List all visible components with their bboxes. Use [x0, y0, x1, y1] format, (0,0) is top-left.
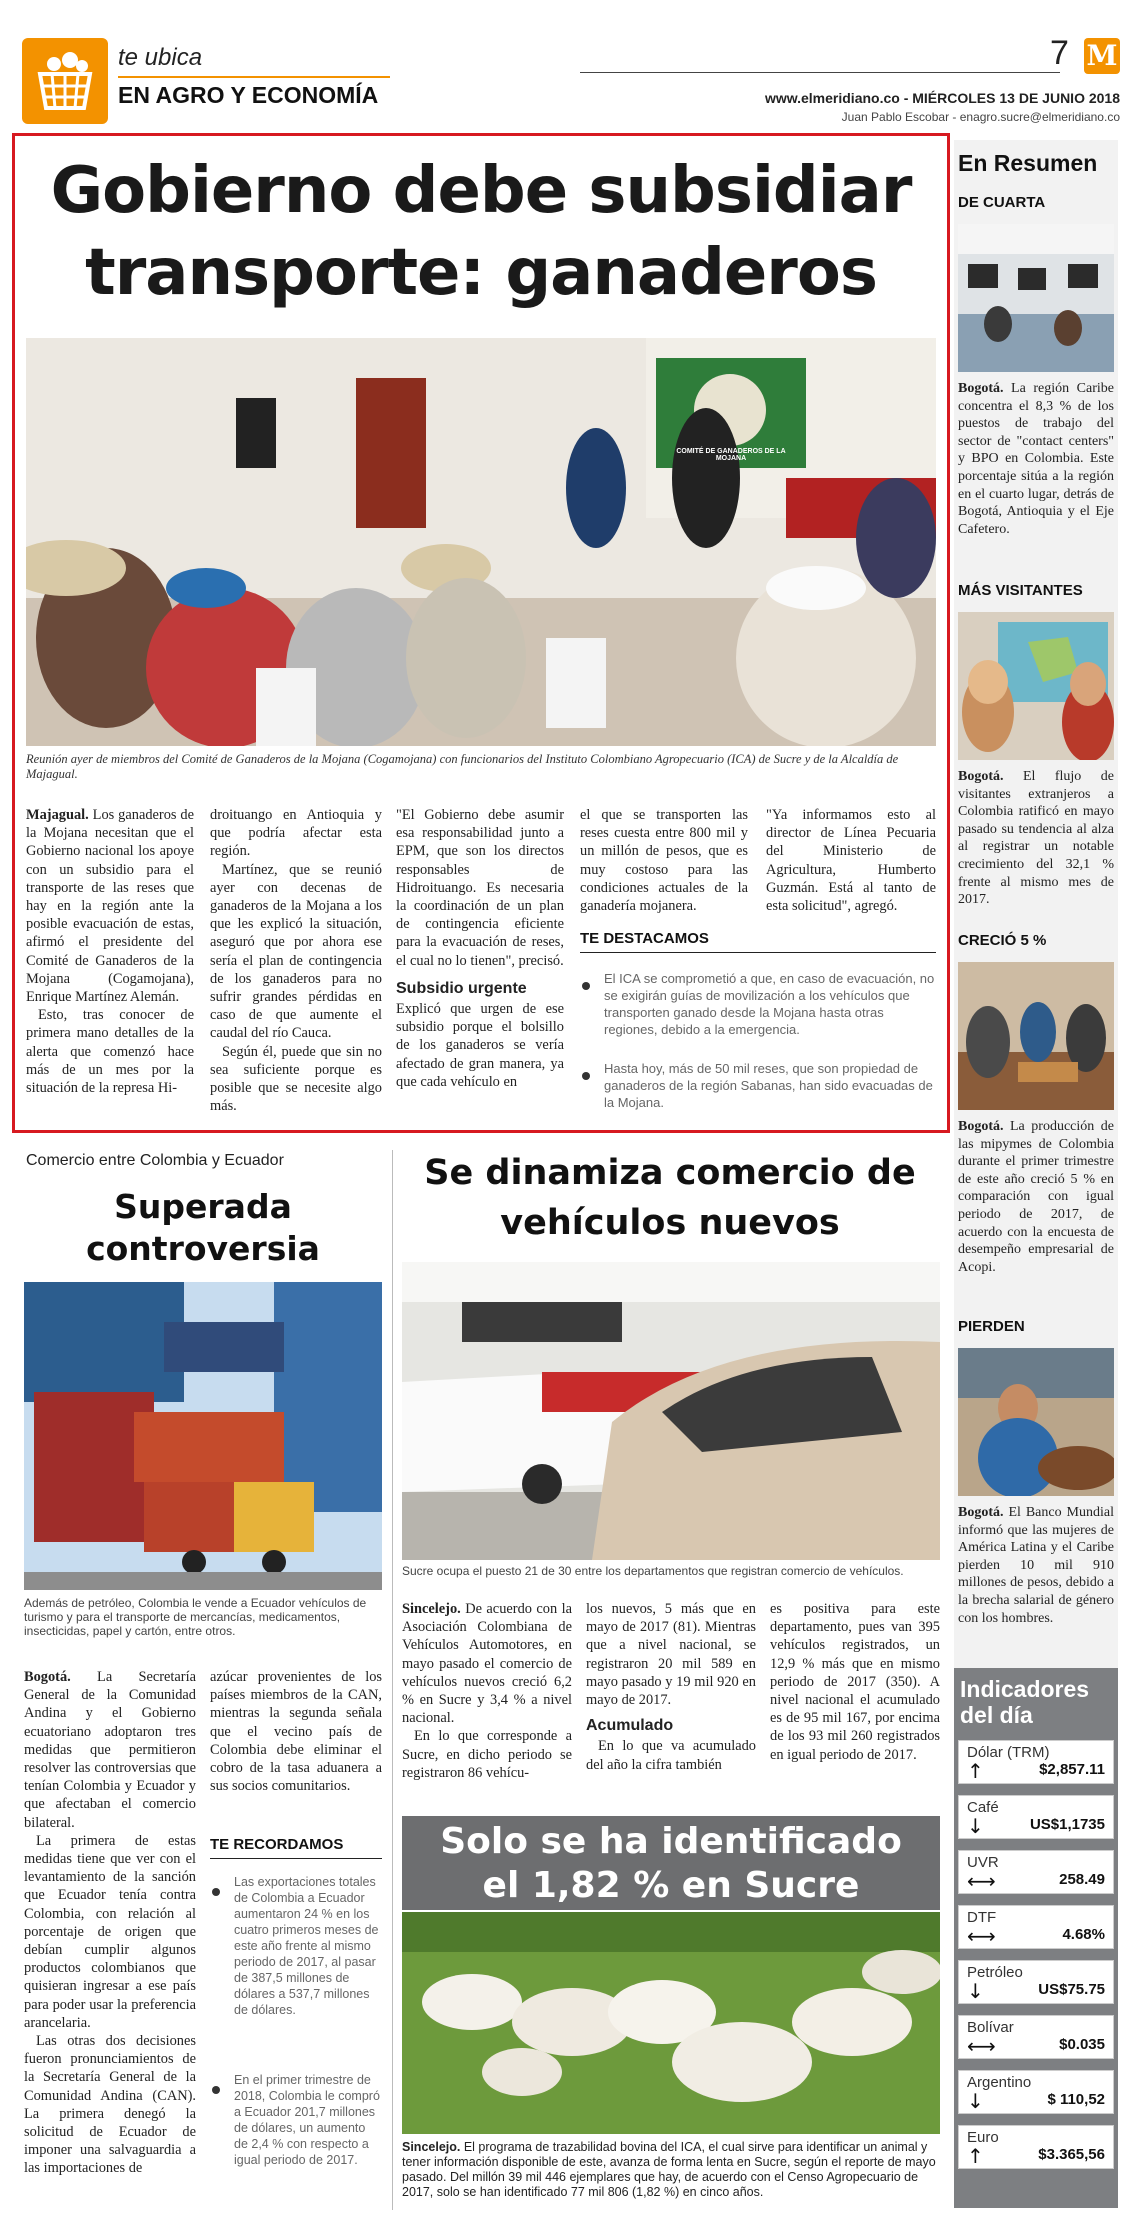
- indicator-name: Argentino: [967, 2074, 1032, 2091]
- lead-photo-banner: COMITÉ DE GANADEROS DE LA MOJANA: [676, 448, 786, 462]
- indicator-value: $0.035: [1059, 2036, 1105, 2053]
- lead-col2-p3: Según él, puede que sin no sea suficiente porque es posible que se necesite algo más.: [210, 1043, 382, 1115]
- vehicles-dateline: Sincelejo.: [402, 1601, 461, 1617]
- highlights-box-title: TE DESTACAMOS: [580, 930, 709, 947]
- indicator-name: Café: [967, 1799, 999, 1816]
- indicators-title: [960, 1676, 1089, 1728]
- bullet-icon: [212, 2086, 220, 2094]
- section-logo: [22, 38, 108, 124]
- bullet-icon: [582, 982, 590, 990]
- sidebar-item-dateline: Bogotá.: [958, 1119, 1004, 1134]
- lead-subhead: Subsidio urgente: [396, 979, 527, 997]
- lead-col-3: [396, 806, 564, 1091]
- indicator-bolivar: [958, 2015, 1114, 2059]
- highlight-item: Hasta hoy, más de 50 mil reses, que son propiedad de ganaderos de la región Sabanas, han sido evacuadas de la Mojana.: [604, 1061, 933, 1110]
- lead-dateline: Majagual.: [26, 807, 89, 823]
- ecuador-headline-line1: Superada: [114, 1187, 292, 1226]
- indicator-euro: [958, 2125, 1114, 2169]
- sidebar-title: En Resumen: [958, 150, 1098, 176]
- lead-headline-line2: transporte: ganaderos: [85, 236, 877, 310]
- indicator-value: US$1,1735: [1029, 1816, 1105, 1833]
- cattle-headline-line1: Solo se ha identificado: [440, 1821, 902, 1862]
- byline: Juan Pablo Escobar - enagro.sucre@elmeridiano.co: [841, 110, 1120, 124]
- sidebar-item-text: [958, 1118, 1114, 1276]
- ecuador-dateline: Bogotá.: [24, 1669, 71, 1685]
- logo-letter: M: [1086, 39, 1118, 72]
- indicator-dtf: [958, 1905, 1114, 1949]
- lead-col5-p1: "Ya informamos esto al director de Línea Pecuaria del Ministerio de Agricultura, Humberto Guzmán. Está al tanto de esta solicitud", agregó.: [766, 807, 936, 915]
- ecuador-col1-p2: La primera de estas medidas tiene que ver con el levantamiento de la sanción que Ecuador tenía contra Colombia, con relación al porcentaje de origen que debían cumplir algunos productos colombianos que quisieran ingresar a ese país para poder usar la preferencia arancelaria.: [24, 1832, 196, 2031]
- reminder-item: En el primer trimestre de 2018, Colombia le compró a Ecuador 201,7 millones de dólares, un aumento de 2,4 % con respecto a igual periodo de 2017.: [234, 2073, 380, 2167]
- ecuador-headline: [22, 1186, 384, 1270]
- ecuador-kicker: Comercio entre Colombia y Ecuador: [26, 1152, 284, 1169]
- highlight-item: El ICA se comprometió a que, en caso de evacuación, no se exigirán guías de movilización a los vehículos que transporten ganado desde la Mojana hasta otras regiones, debido a la emergencia.: [604, 971, 935, 1037]
- sidebar-item-body: La región Caribe concentra el 8,3 % de los puestos de trabajo del sector de "contact centers" y BPO en Colombia. Este porcentaje sitúa a la región en el cuarto lugar, detrás de Bogotá, Antioquia y el Eje Cafetero.: [958, 381, 1114, 537]
- indicators-title-line2: del día: [960, 1702, 1033, 1728]
- lead-col4-p1: el que se transporten las reses cuesta entre 800 mil y un millón de pesos, que es muy costoso para las condiciones actuales de la ganadería mojanera.: [580, 807, 748, 915]
- sidebar-item-heading: MÁS VISITANTES: [958, 582, 1083, 599]
- sidebar-item-heading: DE CUARTA: [958, 194, 1046, 211]
- indicator-value: 258.49: [1059, 1871, 1105, 1888]
- arrow-both-icon: ⟷: [967, 2034, 996, 2058]
- vehicles-photo-caption: Sucre ocupa el puesto 21 de 30 entre los departamentos que registran comercio de vehículos.: [402, 1564, 904, 1578]
- column-divider: [392, 1150, 393, 2210]
- cattle-caption: [402, 2140, 940, 2200]
- indicator-name: DTF: [967, 1909, 997, 1926]
- sidebar-item-text: [958, 380, 1114, 538]
- reminders-box-title: TE RECORDAMOS: [210, 1836, 344, 1853]
- indicator-petroleo: [958, 1960, 1114, 2004]
- vehicles-col3-p1: es positiva para este departamento, pues van 395 vehículos registrados, un 12,9 % más que en mismo periodo de 2017 (350). A nivel nacional el acumulado es de 95 mil 167, por encima de los 93 mil 260 registrados en igual periodo de 2017.: [770, 1601, 940, 1763]
- sidebar-item-body: El Banco Mundial informó que las mujeres de América Latina y el Caribe pierden 10 mil 910 millones de pesos, debido a la brecha salarial de género con los hombres.: [958, 1505, 1114, 1626]
- lead-headline-line1: Gobierno debe subsidiar: [50, 154, 912, 228]
- vehicles-photo: [402, 1262, 940, 1560]
- sidebar-photo-mipymes: [958, 962, 1114, 1110]
- indicator-cafe: [958, 1795, 1114, 1839]
- sidebar-item-text: [958, 768, 1114, 909]
- cattle-caption-text: El programa de trazabilidad bovina del ICA, el cual sirve para identificar un animal y tener información disponible de este, avanza de forma lenta en Sucre, según el reporte de mayo pasado. Del millón 39 mil 446 ejemplares que hay, de acuerdo con el Censo Agropecuario de 2017, solo se han identificado 77 mil 806 (1,82 %) en cinco años.: [402, 2140, 936, 2199]
- indicator-value: $3.365,56: [1038, 2146, 1105, 2163]
- sidebar-item-dateline: Bogotá.: [958, 381, 1004, 396]
- ecuador-photo-caption: Además de petróleo, Colombia le vende a Ecuador vehículos de turismo y para el transporte de mercancías, medicamentos, insecticidas, papel y cartón, entre otros.: [24, 1596, 367, 1638]
- vehicles-col-2: [586, 1600, 756, 1774]
- indicator-name: Petróleo: [967, 1964, 1023, 1981]
- bullet-icon: [212, 1888, 220, 1896]
- arrow-both-icon: ⟷: [967, 1869, 996, 1893]
- section-kicker-rule: [118, 76, 390, 78]
- bullet-icon: [582, 1072, 590, 1080]
- section-kicker: te ubica: [118, 44, 203, 71]
- indicator-value: $2,857.11: [1039, 1761, 1105, 1778]
- header-rule: [580, 72, 1060, 73]
- sidebar-item-dateline: Bogotá.: [958, 769, 1004, 784]
- indicator-name: Euro: [967, 2129, 999, 2146]
- vehicles-col2-p2: En lo que va acumulado del año la cifra también: [586, 1738, 756, 1773]
- vehicles-headline: [400, 1148, 940, 1248]
- vehicles-subhead: Acumulado: [586, 1717, 674, 1735]
- sidebar-item-heading: PIERDEN: [958, 1318, 1025, 1335]
- sidebar-photo-visitors: [958, 612, 1114, 760]
- arrow-down-icon: ↓: [967, 2089, 984, 2113]
- ecuador-col-2: [210, 1668, 382, 1795]
- reminder-item: Las exportaciones totales de Colombia a Ecuador aumentaron 24 % en los cuatro primeros meses de este año frente al mismo periodo de 2017, al pasar de 387,5 millones de dólares a 537,7 millones de dólares.: [234, 1875, 379, 2017]
- cattle-headline-line2: el 1,82 % en Sucre: [482, 1865, 860, 1906]
- lead-photo: [26, 338, 936, 746]
- lead-headline: [26, 150, 936, 314]
- vehicles-col1-p2: En lo que corresponde a Sucre, en dicho periodo se registraron 86 vehícu-: [402, 1728, 572, 1781]
- sidebar-item-text: [958, 1504, 1114, 1627]
- cattle-dateline: Sincelejo.: [402, 2140, 461, 2154]
- indicator-name: Bolívar: [967, 2019, 1014, 2036]
- sidebar-photo-women: [958, 1348, 1114, 1496]
- site-date: www.elmeridiano.co - MIÉRCOLES 13 DE JUNIO 2018: [764, 90, 1120, 106]
- indicator-value: 4.68%: [1062, 1926, 1105, 1943]
- ecuador-photo: [24, 1282, 382, 1590]
- sidebar-item-body: La producción de las mipymes de Colombia durante el primer trimestre de este año creció 5 % en comparación con igual periodo de 2017, de acuerdo con la encuesta de desempeño empresarial de Acopi.: [958, 1119, 1114, 1275]
- arrow-up-icon: ↑: [967, 1759, 984, 1783]
- vehicles-col1-p1: De acuerdo con la Asociación Colombiana de Vehículos Automotores, en mayo pasado el comercio de vehículos nuevos creció 6,2 % en Sucre y 3,4 % a nivel nacional.: [402, 1601, 572, 1727]
- ecuador-headline-line2: controversia: [86, 1229, 320, 1268]
- lead-col3-p2: Explicó que urgen de ese subsidio porque el bolsillo de los ganaderos se vería afectado de gran manera, ya que cada vehículo en: [396, 1001, 564, 1090]
- lead-col1-p2: Esto, tras conocer de primera mano detalles de la alerta que comenzó hace más de un mes por la situación de la represa Hi-: [26, 1007, 194, 1097]
- indicator-name: Dólar (TRM): [967, 1744, 1050, 1761]
- indicator-value: $ 110,52: [1047, 2091, 1105, 2108]
- indicator-argentino: [958, 2070, 1114, 2114]
- lead-col1-p1: Los ganaderos de la Mojana necesitan que el Gobierno nacional los apoye con un subsidio para el transporte de las reses que hay en la región ante la posible evacuación de estas, afirmó el presidente del Comité de Ganaderos de la Mojana (Cogamojana), Enrique Martínez Alemán.: [26, 807, 194, 1006]
- lead-col-4: [580, 806, 748, 915]
- lead-col2-p1: droituango en Antioquia y que podría afectar esta región.: [210, 807, 382, 860]
- basket-icon: [22, 38, 108, 124]
- ecuador-col-1: [24, 1668, 196, 2178]
- lead-col3-p1: "El Gobierno debe asumir esa responsabilidad junto a EPM, que son los directos responsables de Hidroituango. Es necesaria la coordinación de un plan de contingencia eficiente para la evacuación de reses, el cual no lo tienen", precisó.: [396, 807, 564, 969]
- arrow-up-icon: ↑: [967, 2144, 984, 2168]
- page-number: 7: [1050, 34, 1069, 72]
- cattle-headline: [402, 1820, 940, 1908]
- indicator-value: US$75.75: [1038, 1981, 1105, 1998]
- sidebar-item-heading: CRECIÓ 5 %: [958, 932, 1047, 949]
- vehicles-headline-line1: Se dinamiza comercio de: [424, 1153, 916, 1193]
- vehicles-col2-p1: los nuevos, 5 más que en mayo de 2017 (81). Mientras que a nivel nacional, se registraron 20 mil 589 en mayo pasado y 19 mil 920 en mayo de 2017.: [586, 1601, 756, 1709]
- indicator-dolar: [958, 1740, 1114, 1784]
- sidebar-item-dateline: Bogotá.: [958, 1505, 1004, 1520]
- vehicles-col-1: [402, 1600, 572, 1782]
- indicator-name: UVR: [967, 1854, 999, 1871]
- highlights-box-rule: [580, 952, 936, 953]
- lead-col-1: [26, 806, 194, 1097]
- cattle-photo: [402, 1912, 940, 2134]
- section-title: EN AGRO Y ECONOMÍA: [118, 82, 379, 108]
- indicator-uvr: [958, 1850, 1114, 1894]
- reminders-box-rule: [210, 1858, 382, 1859]
- vehicles-headline-line2: vehículos nuevos: [500, 1203, 840, 1243]
- ecuador-col1-p3: Las otras dos decisiones fueron pronunciamientos de la Secretaría General de la Comunidad Andina (CAN). La primera denegó la solicitud de Ecuador de imponer una salvaguardia a las importaciones de: [24, 2033, 196, 2177]
- sidebar-photo-callcenter: [958, 224, 1114, 372]
- vehicles-col-3: [770, 1600, 940, 1764]
- arrow-down-icon: ↓: [967, 1979, 984, 2003]
- arrow-down-icon: ↓: [967, 1814, 984, 1838]
- newspaper-logo: [1084, 38, 1120, 74]
- lead-photo-caption: Reunión ayer de miembros del Comité de Ganaderos de la Mojana (Cogamojana) con funcionarios del Instituto Colombiano Agropecuario (ICA) de Sucre y de la Alcaldía de Majagual.: [26, 752, 899, 781]
- indicators-title-line1: Indicadores: [960, 1676, 1090, 1702]
- lead-col-2: [210, 806, 382, 1115]
- lead-col-5: [766, 806, 936, 915]
- lead-col2-p2: Martínez, que se reunió ayer con decenas de ganaderos de la Mojana a los que les explicó la situación, aseguró que por ahora ese sería el plan de contingencia de los ganaderos para no sufrir grandes pérdidas en caso de que aumente el caudal del río Cauca.: [210, 861, 382, 1042]
- sidebar-item-body: El flujo de visitantes extranjeros a Colombia ratificó en mayo pasado su tendencia al alza al registrar un notable crecimiento del 32,1 % frente al mismo mes de 2017.: [958, 769, 1114, 908]
- ecuador-col1-p1: La Secretaría General de la Comunidad Andina y el Gobierno ecuatoriano adoptaron tres medidas que permitieron resolver las controversias que tenían Colombia y Ecuador y que afectaban el comercio bilateral.: [24, 1669, 196, 1831]
- ecuador-col2-p1: azúcar provenientes de los países miembros de la CAN, mientras la segunda señala que el vecino país de Colombia debe eliminar el cobro de la tasa aduanera a sus socios comunitarios.: [210, 1669, 382, 1795]
- arrow-both-icon: ⟷: [967, 1924, 996, 1948]
